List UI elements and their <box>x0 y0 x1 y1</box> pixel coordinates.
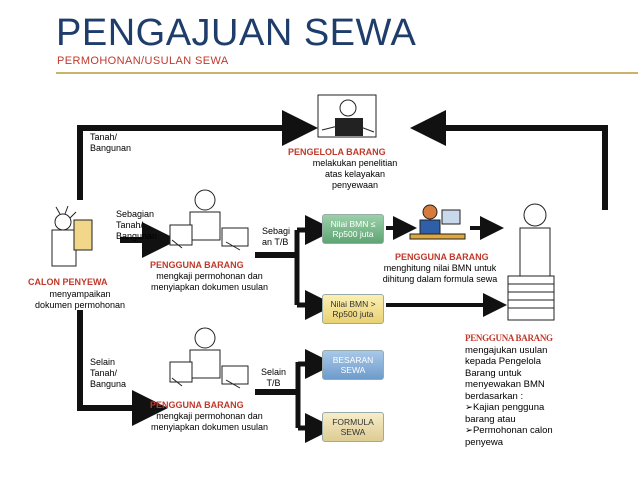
pengguna-right-item-1: ➢Kajian pengguna barang atau <box>465 402 545 425</box>
pengguna-bottom-name: PENGGUNA BARANG <box>150 400 244 410</box>
pengguna-mid-name: PENGGUNA BARANG <box>395 252 489 262</box>
person-with-papers-icon <box>318 95 376 137</box>
label-sebagian: Sebagian Tanah/ Bangunan <box>116 209 158 241</box>
label-selain-left: Selain Tanah/ Banguna <box>90 357 127 389</box>
pengguna-mid-desc: menghitung nilai BMN untuk dihitung dalam formula sewa <box>382 263 498 284</box>
page-subtitle: PERMOHONAN/USULAN SEWA <box>57 55 229 67</box>
pengguna-right-item-2: ➢Permohonan calon penyewa <box>465 425 553 448</box>
box-nilai-kecil: Nilai BMN ≤ Rp500 juta <box>322 214 384 244</box>
label-tanah-bangunan: Tanah/ Bangunan <box>90 132 132 153</box>
label-sebagian-tb: Sebagi an T/B <box>262 226 291 247</box>
pengguna-top-name: PENGGUNA BARANG <box>150 260 244 270</box>
pengguna-bottom-desc: mengkaji permohonan dan menyiapkan dokumen usulan <box>150 411 269 432</box>
box-nilai-besar: Nilai BMN > Rp500 juta <box>322 294 384 324</box>
page-title: PENGAJUAN SEWA <box>56 12 417 54</box>
person-reading-icon <box>52 206 92 266</box>
person-with-stack-icon <box>508 204 554 320</box>
calon-name: CALON PENYEWA <box>28 277 108 287</box>
pengguna-top-desc: mengkaji permohonan dan menyiapkan dokumen usulan <box>150 271 269 292</box>
pengelola-desc: melakukan penelitian atas kelayakan penyewaan <box>312 158 398 190</box>
pengguna-right-desc: mengajukan usulan kepada Pengelola Barang untuk menyewakan BMN berdasarkan : <box>465 344 548 402</box>
pengelola-name: PENGELOLA BARANG <box>288 147 386 157</box>
person-computer-icon <box>410 205 465 239</box>
person-with-papers-icon <box>170 190 248 250</box>
pengguna-right-block <box>465 333 635 448</box>
label-selain-tb: Selain T/B <box>261 367 287 388</box>
person-with-papers-icon <box>170 328 248 388</box>
pengguna-right-name: PENGGUNA BARANG <box>465 333 553 343</box>
calon-desc: menyampaikan dokumen permohonan <box>34 289 126 310</box>
box-formula-sewa: FORMULA SEWA <box>322 412 384 442</box>
box-besaran-sewa: BESARAN SEWA <box>322 350 384 380</box>
